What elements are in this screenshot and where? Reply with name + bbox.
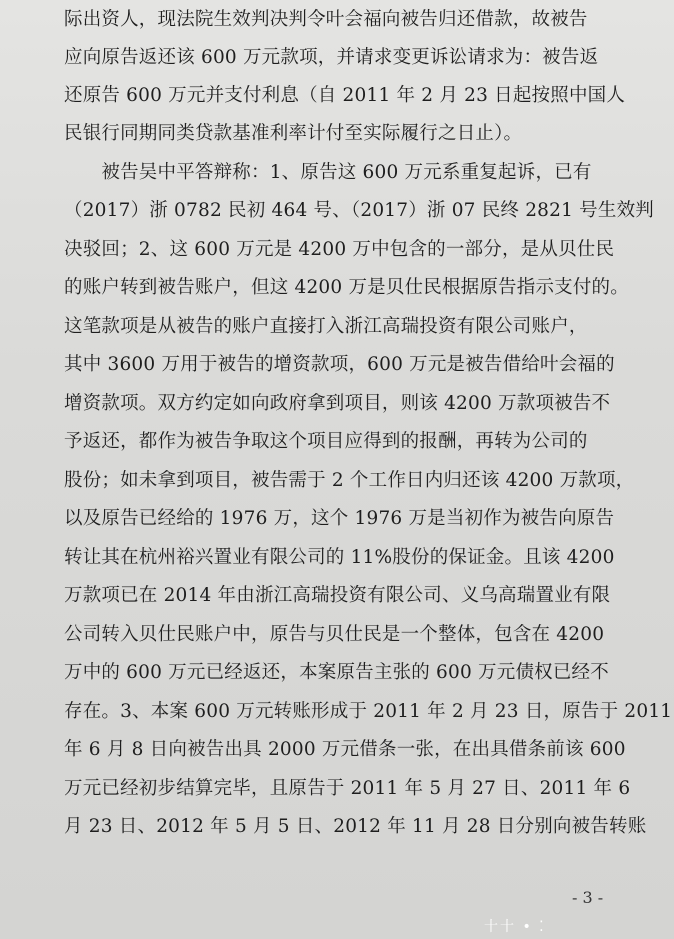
text-line: 民银行同期同类贷款基准利率计付至实际履行之日止）。 <box>64 123 523 144</box>
text-line: 存在。3、本案 600 万元转账形成于 2011 年 2 月 23 日，原告于 2011 <box>64 701 673 722</box>
text-line: 增资款项。双方约定如向政府拿到项目，则该 4200 万款项被告不 <box>64 393 611 414</box>
text-line: 年 6 月 8 日向被告出具 2000 万元借条一张，在出具借条前该 600 <box>64 739 626 760</box>
page-number: - 3 - <box>572 888 604 907</box>
text-line: 公司转入贝仕民账户中，原告与贝仕民是一个整体，包含在 4200 <box>64 624 605 645</box>
footer-mark: 十十 • ⁚ <box>484 919 546 935</box>
text-line: 万中的 600 万元已经返还，本案原告主张的 600 万元债权已经不 <box>64 662 609 683</box>
text-line: 以及原告已经给的 1976 万，这个 1976 万是当初作为被告向原告 <box>64 508 615 529</box>
text-line: 这笔款项是从被告的账户直接打入浙江高瑞投资有限公司账户， <box>64 316 588 337</box>
text-line: 还原告 600 万元并支付利息（自 2011 年 2 月 23 日起按照中国人 <box>64 85 626 106</box>
text-line: 月 23 日、2012 年 5 月 5 日、2012 年 11 月 28 日分别向被告转账 <box>64 816 647 837</box>
text-line: 万款项已在 2014 年由浙江高瑞投资有限公司、义乌高瑞置业有限 <box>64 585 611 606</box>
text-line: 股份；如未拿到项目，被告需于 2 个工作日内归还该 4200 万款项， <box>64 470 635 491</box>
text-line: 万元已经初步结算完毕，且原告于 2011 年 5 月 27 日、2011 年 6 <box>64 778 631 799</box>
text-line: 其中 3600 万用于被告的增资款项，600 万元是被告借给叶会福的 <box>64 354 615 375</box>
text-line: 被告吴中平答辩称：1、原告这 600 万元系重复起诉，已有 <box>64 162 592 183</box>
text-line: （2017）浙 0782 民初 464 号、（2017）浙 07 民终 2821 号生效判 <box>64 200 654 221</box>
text-line: 决驳回；2、这 600 万元是 4200 万中包含的一部分，是从贝仕民 <box>64 239 615 260</box>
text-line: 际出资人，现法院生效判决判令叶会福向被告归还借款，故被告 <box>64 9 588 30</box>
text-line: 的账户转到被告账户，但这 4200 万是贝仕民根据原告指示支付的。 <box>64 277 629 298</box>
text-line: 转让其在杭州裕兴置业有限公司的 11%股份的保证金。且该 4200 <box>64 547 615 568</box>
text-line: 应向原告返还该 600 万元款项，并请求变更诉讼请求为：被告返 <box>64 47 599 68</box>
text-line: 予返还，都作为被告争取这个项目应得到的报酬，再转为公司的 <box>64 431 588 452</box>
